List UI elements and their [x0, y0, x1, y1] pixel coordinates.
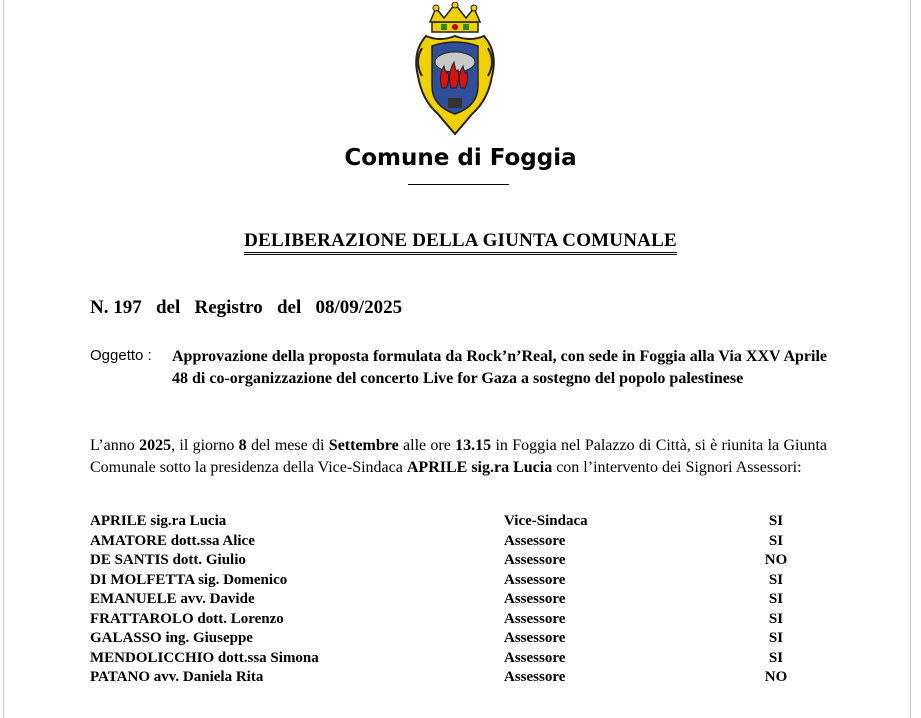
page-right-border [910, 0, 911, 718]
subject-text: Approvazione della proposta formulata da Rock’n’Real, con sede in Foggia alla Via XXV Aprile 48 di co-organizzazione del concerto Live for Gaza a sostegno del popolo palestinese [172, 348, 827, 387]
page-left-border [3, 0, 4, 718]
city-name: Comune di Foggia [344, 145, 577, 171]
attendee-role: Assessore [504, 610, 566, 627]
meeting-month: Settembre [328, 437, 399, 454]
attendee-name: AMATORE dott.ssa Alice [90, 532, 255, 549]
attendee-row [90, 532, 850, 552]
attendee-name: GALASSO ing. Giuseppe [90, 630, 253, 646]
attendee-row [90, 610, 850, 630]
meeting-day: 8 [238, 437, 247, 454]
intro-paragraph [90, 435, 827, 479]
intro-text: con l’intervento dei Signori Assessori: [552, 459, 802, 476]
attendee-presence: SI [768, 571, 784, 588]
attendee-presence: SI [768, 532, 784, 549]
attendee-name: APRILE sig.ra Lucia [90, 513, 227, 529]
intro-text: L’anno [90, 437, 140, 454]
document-title-text: DELIBERAZIONE DELLA GIUNTA COMUNALE [244, 230, 677, 255]
attendee-name: EMANUELE avv. Davide [90, 591, 255, 607]
intro-text: alle ore [398, 437, 456, 454]
attendee-row [90, 668, 850, 688]
attendee-presence: SI [768, 513, 784, 529]
attendee-presence: SI [768, 649, 784, 666]
attendee-presence: SI [768, 591, 784, 607]
attendee-presence: NO [764, 552, 788, 568]
attendee-name: DE SANTIS dott. Giulio [90, 552, 246, 568]
attendee-role: Assessore [504, 552, 566, 568]
attendee-role: Assessore [504, 532, 566, 549]
attendee-name: DI MOLFETTA sig. Domenico [90, 571, 288, 588]
attendee-row [90, 629, 850, 649]
attendee-role: Vice-Sindaca [504, 513, 588, 529]
attendee-role: Assessore [504, 571, 566, 588]
attendee-row [90, 649, 850, 669]
document-title [0, 230, 921, 252]
city-underline [408, 184, 509, 185]
attendee-presence: SI [768, 610, 784, 627]
meeting-time: 13.15 [455, 437, 492, 454]
attendee-role: Assessore [504, 630, 566, 646]
attendees-table [90, 512, 850, 688]
attendee-row [90, 571, 850, 591]
attendee-presence: NO [764, 669, 788, 685]
coat-of-arms-icon [408, 2, 502, 136]
attendee-presence: SI [768, 630, 784, 646]
attendee-role: Assessore [504, 649, 566, 666]
subject-label: Oggetto : [90, 347, 152, 364]
attendee-role: Assessore [504, 591, 566, 607]
meeting-president: APRILE sig.ra Lucia [406, 459, 553, 476]
attendee-name: MENDOLICCHIO dott.ssa Simona [90, 649, 319, 666]
attendee-role: Assessore [504, 669, 566, 685]
attendee-name: FRATTAROLO dott. Lorenzo [90, 610, 284, 627]
attendee-row [90, 590, 850, 610]
intro-text: , il giorno [171, 437, 239, 454]
register-line: N. 197 del Registro del 08/09/2025 [90, 297, 403, 318]
intro-text: del mese di [246, 437, 329, 454]
attendee-row [90, 512, 850, 532]
attendee-row [90, 551, 850, 571]
attendee-name: PATANO avv. Daniela Rita [90, 669, 264, 685]
meeting-year: 2025 [139, 437, 172, 454]
intro-text: in Foggia nel Palazzo di Città, si è riunita la Giunta Comunale sotto la presidenza della Vice-Sindaca [90, 437, 827, 476]
